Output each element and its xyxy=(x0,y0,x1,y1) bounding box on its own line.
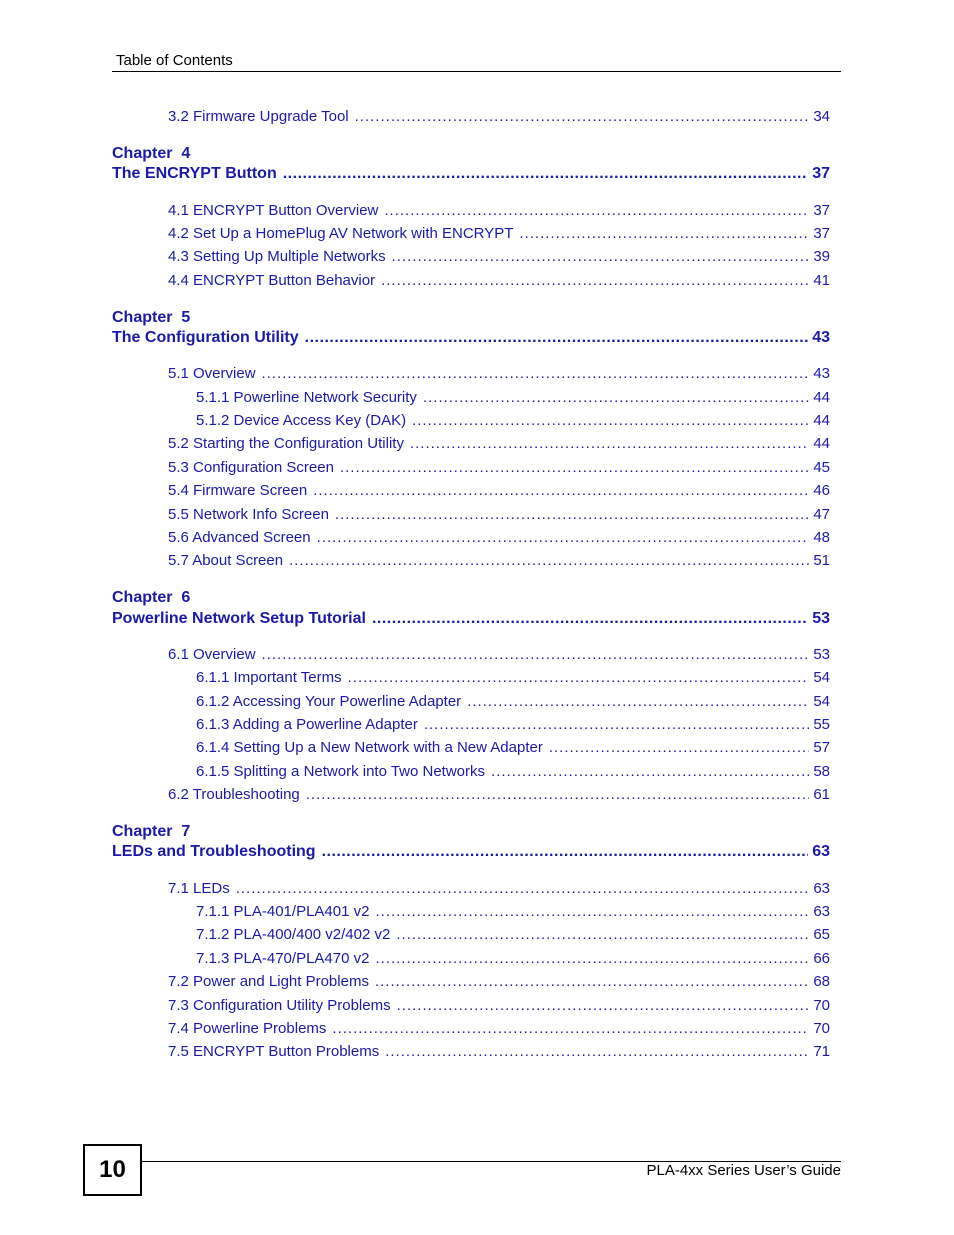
page-ref: 37 xyxy=(812,165,830,182)
page-ref: 63 xyxy=(812,843,830,860)
entry-label: 5.2 Starting the Configuration Utility xyxy=(168,435,404,452)
entry-label: 7.1.2 PLA-400/400 v2/402 v2 xyxy=(196,926,391,943)
entry-label: 6.2 Troubleshooting xyxy=(168,786,300,803)
toc-section-link[interactable] xyxy=(168,552,830,570)
entry-label: 5.7 About Screen xyxy=(168,552,284,569)
page-ref: 43 xyxy=(813,365,830,382)
dot-leader xyxy=(392,248,810,266)
toc-section-link[interactable] xyxy=(168,225,830,243)
toc-section-link[interactable] xyxy=(168,435,830,453)
dot-leader xyxy=(424,716,809,734)
chapter-number[interactable]: Chapter 6 xyxy=(112,589,191,606)
chapter-number[interactable]: Chapter 4 xyxy=(112,145,191,162)
page-ref: 47 xyxy=(813,506,830,523)
dot-leader xyxy=(384,202,809,220)
toc-section-link[interactable] xyxy=(168,272,830,290)
page-ref: 54 xyxy=(813,693,830,710)
page-ref: 63 xyxy=(813,903,830,920)
page-ref: 44 xyxy=(813,389,830,406)
toc-section-link[interactable] xyxy=(168,108,830,126)
entry-label: 4.4 ENCRYPT Button Behavior xyxy=(168,272,376,289)
entry-label: 7.1 LEDs xyxy=(168,880,230,897)
entry-label: 7.4 Powerline Problems xyxy=(168,1020,327,1037)
dot-leader xyxy=(283,164,808,183)
page-ref: 63 xyxy=(813,880,830,897)
dot-leader xyxy=(313,482,809,500)
dot-leader xyxy=(375,950,809,968)
dot-leader xyxy=(262,646,810,664)
toc-section-link[interactable] xyxy=(168,248,830,266)
toc-subsection-link[interactable] xyxy=(196,739,830,757)
dot-leader xyxy=(355,108,810,126)
running-header: Table of Contents xyxy=(116,52,233,69)
toc-subsection-link[interactable] xyxy=(196,693,830,711)
entry-label: 5.1.1 Powerline Network Security xyxy=(196,389,417,406)
toc-subsection-link[interactable] xyxy=(196,950,830,968)
dot-leader xyxy=(396,926,809,944)
toc-section-link[interactable] xyxy=(168,973,830,991)
dot-leader xyxy=(549,739,809,757)
entry-label: 7.3 Configuration Utility Problems xyxy=(168,997,391,1014)
page-ref: 41 xyxy=(813,272,830,289)
toc-section-link[interactable] xyxy=(168,459,830,477)
page-ref: 54 xyxy=(813,669,830,686)
page-ref: 65 xyxy=(813,926,830,943)
dot-leader xyxy=(397,997,810,1015)
dot-leader xyxy=(340,459,809,477)
entry-label: 5.5 Network Info Screen xyxy=(168,506,329,523)
dot-leader xyxy=(372,609,808,628)
toc-section-link[interactable] xyxy=(168,997,830,1015)
toc-section-link[interactable] xyxy=(168,365,830,383)
entry-label: 5.4 Firmware Screen xyxy=(168,482,308,499)
page-ref: 68 xyxy=(813,973,830,990)
entry-label: 6.1.5 Splitting a Network into Two Networks xyxy=(196,763,486,780)
entry-label: 6.1.2 Accessing Your Powerline Adapter xyxy=(196,693,462,710)
entry-label: 4.3 Setting Up Multiple Networks xyxy=(168,248,386,265)
page-ref: 70 xyxy=(813,997,830,1014)
toc-subsection-link[interactable] xyxy=(196,903,830,921)
chapter-title-link[interactable] xyxy=(112,164,830,183)
dot-leader xyxy=(467,693,809,711)
chapter-title: Powerline Network Setup Tutorial xyxy=(112,610,366,627)
dot-leader xyxy=(305,328,809,347)
chapter-number[interactable]: Chapter 7 xyxy=(112,823,191,840)
dot-leader xyxy=(491,763,809,781)
toc-section-link[interactable] xyxy=(168,506,830,524)
dot-leader xyxy=(262,365,810,383)
toc-section-link[interactable] xyxy=(168,1043,830,1061)
dot-leader xyxy=(375,903,809,921)
toc-section-link[interactable] xyxy=(168,202,830,220)
toc-subsection-link[interactable] xyxy=(196,389,830,407)
dot-leader xyxy=(317,529,810,547)
chapter-title-link[interactable] xyxy=(112,842,830,861)
toc-subsection-link[interactable] xyxy=(196,716,830,734)
entry-label: 7.2 Power and Light Problems xyxy=(168,973,369,990)
guide-title: PLA-4xx Series User’s Guide xyxy=(646,1162,841,1179)
page-ref: 45 xyxy=(813,459,830,476)
dot-leader xyxy=(236,880,810,898)
page-ref: 39 xyxy=(813,248,830,265)
page-ref: 37 xyxy=(813,202,830,219)
page-ref: 57 xyxy=(813,739,830,756)
dot-leader xyxy=(322,842,809,861)
page-ref: 58 xyxy=(813,763,830,780)
page-ref: 53 xyxy=(812,610,830,627)
dot-leader xyxy=(332,1020,809,1038)
page-ref: 43 xyxy=(812,329,830,346)
page-ref: 55 xyxy=(813,716,830,733)
dot-leader xyxy=(412,412,809,430)
chapter-title: LEDs and Troubleshooting xyxy=(112,843,316,860)
page-ref: 53 xyxy=(813,646,830,663)
entry-label: 7.5 ENCRYPT Button Problems xyxy=(168,1043,380,1060)
dot-leader xyxy=(375,973,809,991)
entry-label: 7.1.3 PLA-470/PLA470 v2 xyxy=(196,950,370,967)
page-ref: 51 xyxy=(813,552,830,569)
entry-label: 5.6 Advanced Screen xyxy=(168,529,311,546)
chapter-number[interactable]: Chapter 5 xyxy=(112,309,191,326)
entry-label: 3.2 Firmware Upgrade Tool xyxy=(168,108,349,125)
entry-label: 4.1 ENCRYPT Button Overview xyxy=(168,202,379,219)
page-ref: 46 xyxy=(813,482,830,499)
page-ref: 37 xyxy=(813,225,830,242)
chapter-title: The Configuration Utility xyxy=(112,329,299,346)
dot-leader xyxy=(410,435,809,453)
toc-section-link[interactable] xyxy=(168,482,830,500)
dot-leader xyxy=(381,272,809,290)
toc-subsection-link[interactable] xyxy=(196,412,830,430)
entry-label: 5.3 Configuration Screen xyxy=(168,459,334,476)
dot-leader xyxy=(385,1043,809,1061)
entry-label: 7.1.1 PLA-401/PLA401 v2 xyxy=(196,903,370,920)
page-ref: 34 xyxy=(813,108,830,125)
chapter-title: The ENCRYPT Button xyxy=(112,165,277,182)
toc-subsection-link[interactable] xyxy=(196,669,830,687)
page-number-box xyxy=(83,1144,142,1196)
chapter-title-link[interactable] xyxy=(112,609,830,628)
page-ref: 70 xyxy=(813,1020,830,1037)
page-ref: 61 xyxy=(813,786,830,803)
dot-leader xyxy=(306,786,810,804)
dot-leader xyxy=(335,506,809,524)
toc-section-link[interactable] xyxy=(168,646,830,664)
entry-label: 6.1.4 Setting Up a New Network with a New Adapter xyxy=(196,739,543,756)
toc-subsection-link[interactable] xyxy=(196,763,830,781)
page-ref: 71 xyxy=(813,1043,830,1060)
dot-leader xyxy=(519,225,809,243)
toc-subsection-link[interactable] xyxy=(196,926,830,944)
entry-label: 5.1.2 Device Access Key (DAK) xyxy=(196,412,407,429)
page-ref: 44 xyxy=(813,435,830,452)
page-ref: 48 xyxy=(813,529,830,546)
page-ref: 66 xyxy=(813,950,830,967)
dot-leader xyxy=(423,389,809,407)
toc-section-link[interactable] xyxy=(168,1020,830,1038)
entry-label: 6.1 Overview xyxy=(168,646,256,663)
toc-section-link[interactable] xyxy=(168,529,830,547)
page-ref: 44 xyxy=(813,412,830,429)
entry-label: 6.1.1 Important Terms xyxy=(196,669,342,686)
chapter-title-link[interactable] xyxy=(112,328,830,347)
entry-label: 4.2 Set Up a HomePlug AV Network with ENCRYPT xyxy=(168,225,514,242)
toc-section-link[interactable] xyxy=(168,880,830,898)
dot-leader xyxy=(348,669,810,687)
entry-label: 5.1 Overview xyxy=(168,365,256,382)
dot-leader xyxy=(289,552,809,570)
page-number: 10 xyxy=(99,1156,126,1183)
entry-label: 6.1.3 Adding a Powerline Adapter xyxy=(196,716,418,733)
toc-section-link[interactable] xyxy=(168,786,830,804)
